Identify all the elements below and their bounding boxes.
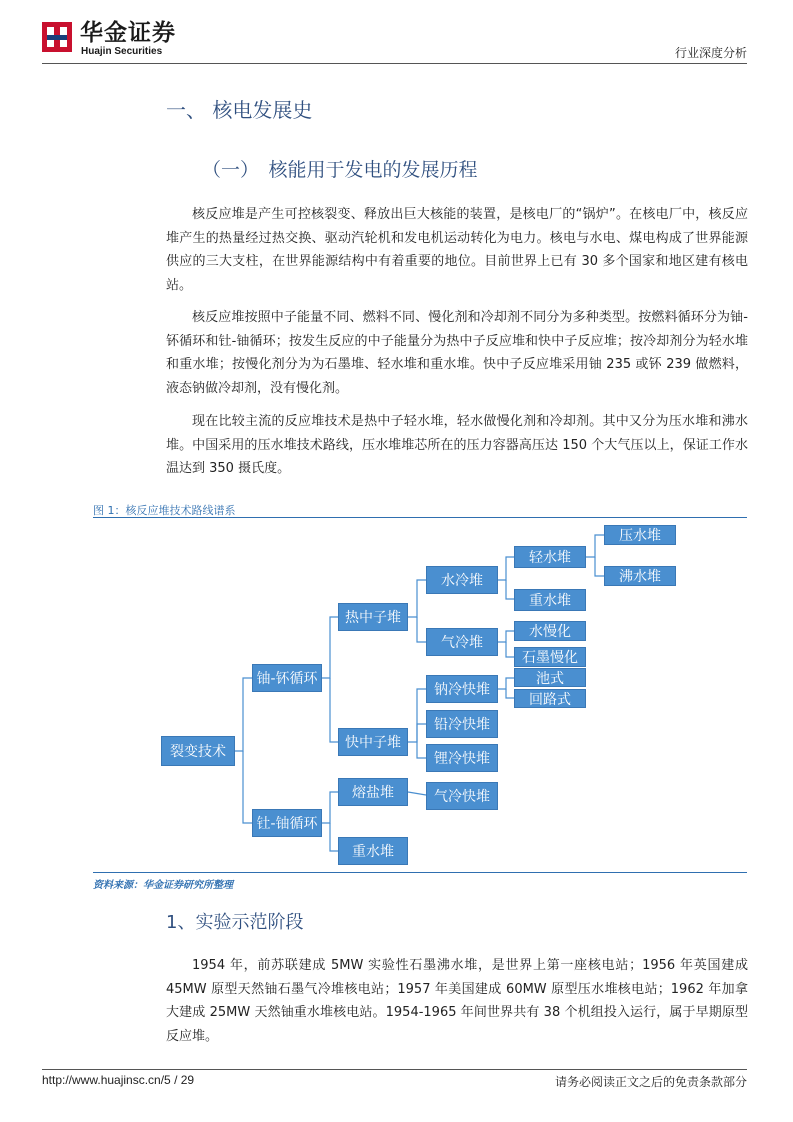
node-pwr: 压水堆 [604,525,676,545]
footer-disclaimer: 请务必阅读正文之后的免责条款部分 [554,1075,747,1089]
paragraph: 核反应堆按照中子能量不同、燃料不同、慢化剂和冷却剂不同分为多种类型。按燃料循环分为铀-钚循环和钍-铀循环；按发生反应的中子能量分为热中子反应堆和快中子反应堆；按冷却剂分为轻水堆和重水堆；按慢化剂分为为石墨堆、轻水堆和重水堆。快中子反应堆采用铀 235 或钚 239 做燃料，液态钠做冷却剂，没有慢化剂。 [166,310,748,396]
paragraph: 1954 年，前苏联建成 5MW 实验性石墨沸水堆，是世界上第一座核电站；1956 年英国建成 45MW 原型天然铀石墨气冷堆核电站；1957 年美国建成 60MW 原型压水堆核电站；1962 年加拿大建成 25MW 天然铀重水堆核电站。1954-1965 年间世界共有 38 个机组投入运行，属于早期原型反应堆。 [166,958,748,1044]
node-gas-fast: 气冷快堆 [426,782,498,810]
node-gas-cooled: 气冷堆 [426,628,498,656]
node-lead-fast: 铅冷快堆 [426,710,498,738]
report-type: 行业深度分析 [674,46,747,60]
node-bwr: 沸水堆 [604,566,676,586]
node-thermal-reactor: 热中子堆 [338,603,408,631]
paragraph: 核反应堆是产生可控核裂变、释放出巨大核能的装置，是核电厂的“锅炉”。在核电厂中，核反应堆产生的热量经过热交换、驱动汽轮机和发电机运动转化为电力。核电与水电、煤电构成了世界能源供应的三大支柱，在世界能源结构中有着重要的地位。目前世界上已有 30 多个国家和地区建有核电站。 [166,207,748,293]
node-molten-salt: 熔盐堆 [338,778,408,806]
node-water-cooled: 水冷堆 [426,566,498,594]
paragraph: 现在比较主流的反应堆技术是热中子轻水堆，轻水做慢化剂和冷却剂。其中又分为压水堆和沸水堆。中国采用的压水堆技术路线，压水堆堆芯所在的压力容器高压达 150 个大气压以上，保证工作水温达到 350 摄氏度。 [166,414,748,476]
section-title: 一、 核电发展史 [166,98,313,122]
brand-name-cn: 华金证券 [80,20,176,46]
node-fission: 裂变技术 [161,736,235,766]
node-th-u-cycle: 钍-铀循环 [252,809,322,837]
brand-name-en: Huajin Securities [81,46,163,57]
node-sodium-fast: 钠冷快堆 [426,675,498,703]
node-u-pu-cycle: 铀-钚循环 [252,664,322,692]
node-fast-reactor: 快中子堆 [338,728,408,756]
figure-caption: 图 1：核反应堆技术路线谱系 [93,504,236,517]
footer-divider [42,1069,747,1070]
footer-url-page[interactable]: http://www.huajinsc.cn/5 / 29 [42,1073,195,1087]
figure-bottom-rule [93,872,747,873]
node-heavy-water: 重水堆 [514,589,586,611]
node-light-water: 轻水堆 [514,546,586,568]
node-lithium-fast: 锂冷快堆 [426,744,498,772]
node-loop-type: 回路式 [514,689,586,708]
node-graphite-moderated: 石墨慢化 [514,647,586,667]
node-pool-type: 池式 [514,668,586,687]
node-water-moderated: 水慢化 [514,621,586,641]
section-subtitle: （一） 核能用于发电的发展历程 [202,159,478,181]
node-heavy-water-th: 重水堆 [338,837,408,865]
subsection-title: 1、实验示范阶段 [166,912,304,933]
figure-source: 资料来源：华金证券研究所整理 [93,880,233,891]
